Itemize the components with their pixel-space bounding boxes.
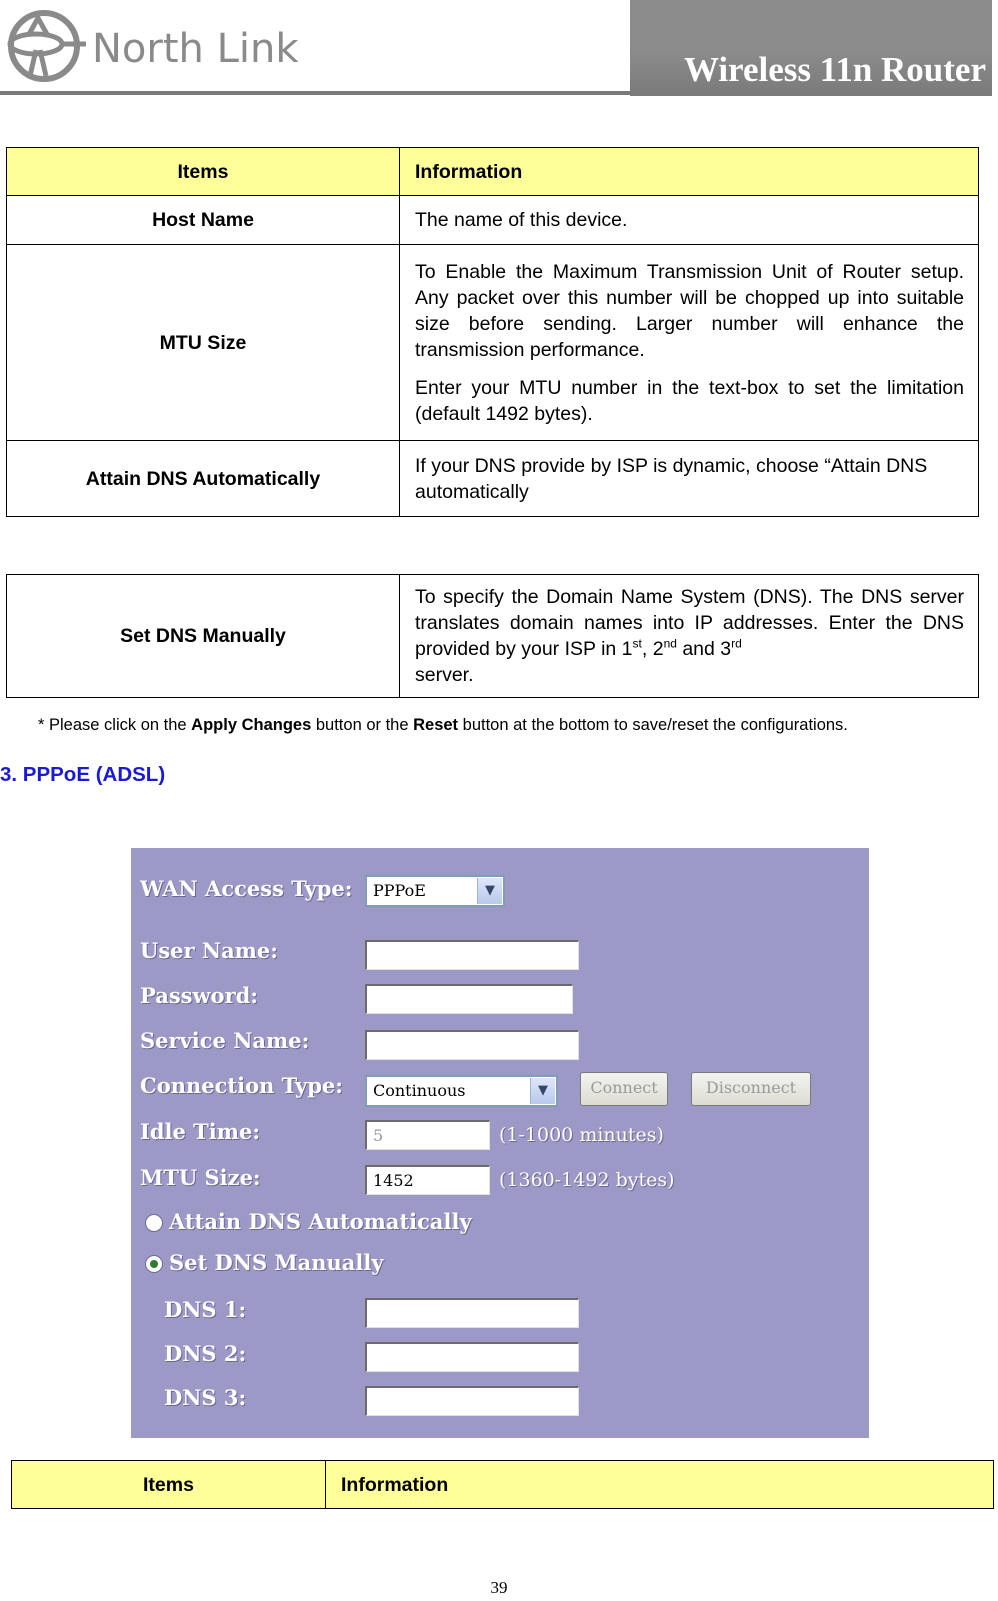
pppoe-settings-panel xyxy=(131,848,869,1438)
idle-time-unit: (1-1000 minutes) xyxy=(499,1124,664,1146)
header-divider xyxy=(0,91,630,95)
table-row xyxy=(7,196,979,245)
items-header: Items xyxy=(12,1461,326,1509)
connection-type-label: Connection Type: xyxy=(140,1073,343,1098)
table-header-row xyxy=(12,1461,994,1509)
information-header: Information xyxy=(326,1461,994,1509)
info-host-name: The name of this device. xyxy=(400,196,979,245)
connect-button[interactable]: Connect xyxy=(580,1072,668,1106)
info-mtu-size: To Enable the Maximum Transmission Unit of Router setup. Any packet over this number will be chopped up into suitable size before sending. Larger number will enhance the transmission performance. Enter your MTU number in the text-box to set the limitation (default 1492 bytes). xyxy=(400,245,979,441)
wan-access-type-select[interactable]: PPPoE ▼ xyxy=(365,875,505,907)
chevron-down-icon[interactable]: ▼ xyxy=(530,1078,555,1104)
info-table-1 xyxy=(6,147,979,517)
service-name-input[interactable] xyxy=(365,1030,579,1060)
header-title: Wireless 11n Router xyxy=(683,50,986,89)
mtu-size-label: MTU Size: xyxy=(140,1165,261,1190)
attain-dns-label: Attain DNS Automatically xyxy=(169,1209,472,1234)
north-link-logo xyxy=(6,4,306,88)
attain-dns-radio[interactable] xyxy=(145,1214,163,1232)
section-heading: 3. PPPoE (ADSL) xyxy=(0,763,166,786)
information-header: Information xyxy=(400,148,979,196)
table-row xyxy=(7,441,979,517)
page-number: 39 xyxy=(490,1578,508,1597)
idle-time-input[interactable]: 5 xyxy=(365,1120,490,1150)
info-set-dns: To specify the Domain Name System (DNS). The DNS server translates domain names into IP addresses. Enter the DNS provided by your ISP in 1st, 2nd and 3rd server. xyxy=(400,575,979,698)
item-set-dns: Set DNS Manually xyxy=(7,575,400,698)
set-dns-manually-label: Set DNS Manually xyxy=(169,1250,384,1275)
chevron-down-icon[interactable]: ▼ xyxy=(477,878,502,904)
password-input[interactable] xyxy=(365,984,573,1014)
info-table-3 xyxy=(11,1460,994,1509)
user-name-input[interactable] xyxy=(365,940,579,970)
table-header-row xyxy=(7,148,979,196)
dns1-input[interactable] xyxy=(365,1298,579,1328)
idle-time-label: Idle Time: xyxy=(140,1119,261,1144)
dns3-label: DNS 3: xyxy=(164,1385,247,1410)
disconnect-button[interactable]: Disconnect xyxy=(691,1072,811,1106)
info-table-2 xyxy=(6,574,979,698)
set-dns-manually-radio[interactable] xyxy=(145,1255,163,1273)
mtu-size-unit: (1360-1492 bytes) xyxy=(499,1169,675,1191)
user-name-label: User Name: xyxy=(140,938,279,963)
table-row xyxy=(7,245,979,441)
dns2-label: DNS 2: xyxy=(164,1341,247,1366)
items-header: Items xyxy=(7,148,400,196)
item-mtu-size: MTU Size xyxy=(7,245,400,441)
item-host-name: Host Name xyxy=(7,196,400,245)
dns2-input[interactable] xyxy=(365,1342,579,1372)
header-title-box xyxy=(630,0,992,96)
service-name-label: Service Name: xyxy=(140,1028,310,1053)
table-row xyxy=(7,575,979,698)
password-label: Password: xyxy=(140,983,259,1008)
apply-note: * Please click on the Apply Changes button or the Reset button at the bottom to save/reset the configurations. xyxy=(38,716,848,734)
svg-text:North Link: North Link xyxy=(92,26,299,72)
connection-type-select[interactable]: Continuous ▼ xyxy=(365,1075,558,1107)
mtu-size-input[interactable]: 1452 xyxy=(365,1165,490,1195)
dns1-label: DNS 1: xyxy=(164,1297,247,1322)
info-attain-dns: If your DNS provide by ISP is dynamic, choose “Attain DNS automatically xyxy=(400,441,979,517)
page-header xyxy=(0,0,998,96)
dns3-input[interactable] xyxy=(365,1386,579,1416)
wan-access-type-label: WAN Access Type: xyxy=(140,876,353,901)
item-attain-dns: Attain DNS Automatically xyxy=(7,441,400,517)
